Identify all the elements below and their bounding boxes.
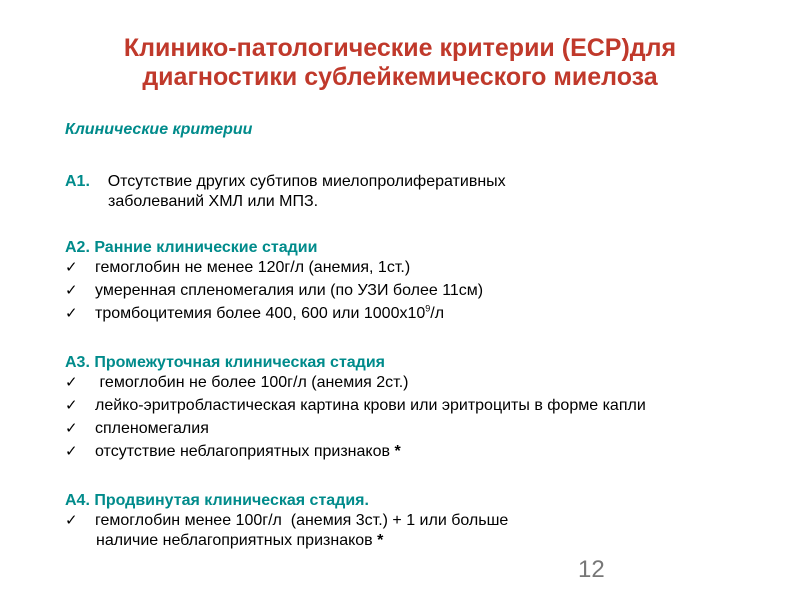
a3-heading: А3. Промежуточная клиническая стадия	[65, 354, 385, 371]
check-icon: ✓	[65, 443, 78, 460]
a2-item-2-text: умеренная спленомегалия или (по УЗИ более 11см)	[95, 282, 484, 299]
slide-title	[40, 34, 760, 92]
a3-item-4-text	[95, 442, 765, 462]
slide-content	[65, 120, 765, 551]
a2-item-3-main: тромбоцитемия более 400, 600 или 1000x10	[95, 305, 426, 322]
title-line-1: Клинико-патологические критерии (ЕСР)для	[123, 34, 677, 62]
a2-heading: А2. Ранние клинические стадии	[65, 239, 318, 256]
a1-line-1	[65, 172, 765, 192]
a2-item-1-text: гемоглобин не менее 120г/л (анемия, 1ст.)	[95, 259, 411, 276]
a2-item-3-sup: 9	[425, 303, 431, 314]
check-icon: ✓	[65, 397, 78, 414]
a3-item-4	[65, 442, 765, 462]
a2-item-2	[65, 281, 765, 301]
check-icon: ✓	[65, 512, 78, 529]
a4-item-1	[65, 511, 765, 531]
page-number: 12	[578, 556, 605, 583]
a4-continuation-text: наличие неблагоприятных признаков	[96, 532, 378, 549]
check-icon: ✓	[65, 282, 78, 299]
a3-item-4-main: отсутствие неблагоприятных признаков	[95, 443, 395, 460]
a3-item-3	[65, 419, 765, 439]
a1-label: А1.	[65, 173, 90, 190]
title-line-2: диагностики сублейкемического миелоза	[142, 63, 658, 91]
a4-heading: А4. Продвинутая клиническая стадия.	[65, 492, 369, 509]
a3-item-4-star: *	[394, 443, 401, 460]
check-icon: ✓	[65, 374, 78, 391]
a4-item-1-text: гемоглобин менее 100г/л (анемия 3ст.) + 1 или больше	[95, 512, 509, 529]
a2-item-3-suffix: /л	[430, 305, 445, 322]
a4-continuation-star: *	[377, 532, 384, 549]
check-icon: ✓	[65, 305, 78, 322]
a2-item-3	[65, 304, 765, 324]
a3-item-1	[65, 373, 765, 393]
a2-item-1	[65, 258, 765, 278]
a3-item-3-text: спленомегалия	[95, 420, 209, 437]
a2-item-3-text	[95, 304, 765, 324]
a1-text-line-1: Отсутствие других субтипов миелопролиферативных	[107, 173, 506, 190]
a3-item-1-text: гемоглобин не более 100г/л (анемия 2ст.)	[95, 374, 409, 391]
a1-text-line-2: заболеваний ХМЛ или МПЗ.	[108, 193, 319, 210]
clinical-criteria-heading: Клинические критерии	[65, 121, 253, 138]
check-icon: ✓	[65, 259, 78, 276]
a4-continuation	[65, 531, 765, 551]
a3-item-2-text: лейко-эритробластическая картина крови или эритроциты в форме капли	[95, 397, 646, 414]
a3-item-2	[65, 396, 765, 416]
check-icon: ✓	[65, 420, 78, 437]
